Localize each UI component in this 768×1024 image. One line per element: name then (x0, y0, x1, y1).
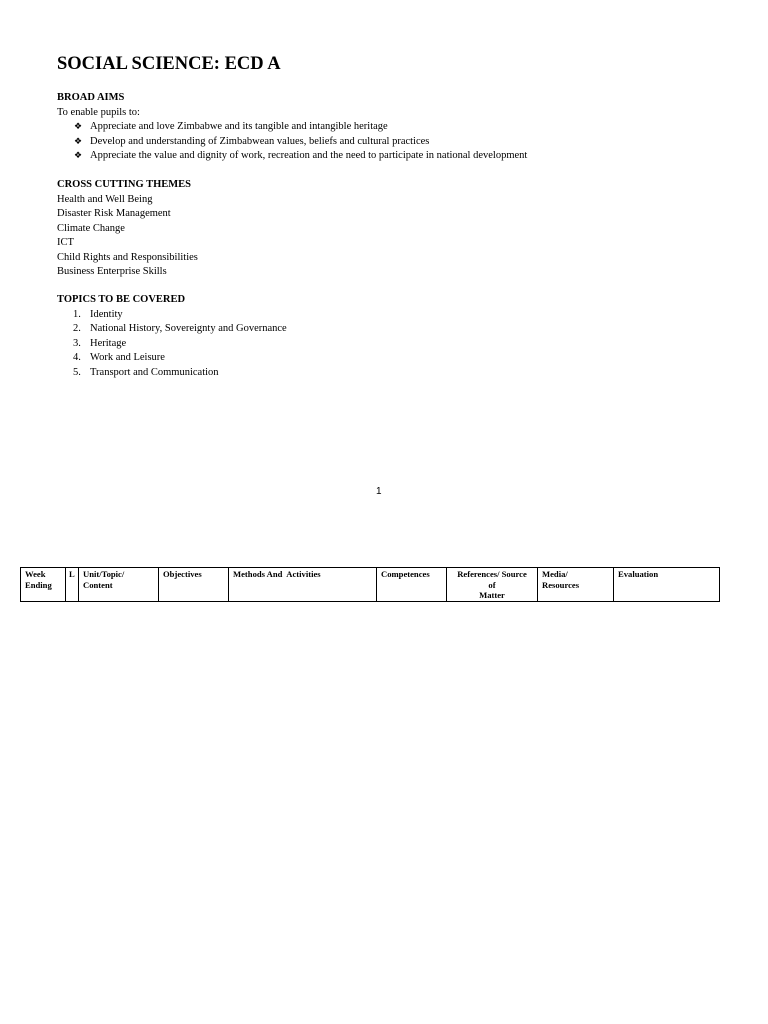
list-item-text: Identity (90, 308, 123, 320)
list-number: 5. (73, 366, 81, 378)
list-item (57, 337, 287, 352)
list-item-text: Appreciate and love Zimbabwe and its tangible and intangible heritage (90, 121, 388, 132)
col-header-media-resources (538, 568, 614, 602)
list-item-text: Develop and understanding of Zimbabwean values, beliefs and cultural practices (90, 135, 430, 147)
header-text: of (488, 579, 496, 590)
header-text: Objectives (163, 569, 202, 579)
list-number: 3. (73, 337, 81, 349)
col-header-methods-and-activities (229, 568, 377, 602)
topics-list (57, 308, 287, 381)
broad-aims-section (57, 91, 527, 164)
broad-aims-heading: BROAD AIMS (57, 92, 125, 103)
col-header-week-ending (21, 568, 66, 602)
theme-item: Health and Well Being (57, 193, 153, 205)
col-header-references-source-of-matter (447, 568, 538, 602)
list-item (57, 149, 527, 164)
header-text: L (69, 569, 75, 579)
list-item-text: Appreciate the value and dignity of work, recreation and the need to participate in national development (90, 150, 528, 161)
theme-item: Business Enterprise Skills (57, 266, 167, 277)
list-number: 2. (73, 323, 81, 334)
list-item (57, 135, 527, 150)
list-item (57, 366, 287, 381)
list-item (57, 120, 527, 135)
header-text: Evaluation (618, 569, 659, 579)
list-number: 4. (73, 352, 81, 363)
page-title: SOCIAL SCIENCE: ECD A (57, 54, 281, 74)
header-text: References/ Source (457, 569, 527, 579)
theme-item: Disaster Risk Management (57, 208, 171, 219)
table-header-row (21, 568, 720, 602)
theme-item: Climate Change (57, 222, 125, 234)
header-text: Ending (25, 579, 52, 590)
topics-heading: TOPICS TO BE COVERED (57, 294, 186, 305)
header-text: Matter (479, 590, 505, 600)
list-item (57, 308, 287, 323)
header-text: Methods And Activities (233, 569, 321, 579)
cross-cutting-themes-heading: CROSS CUTTING THEMES (57, 179, 192, 190)
header-text: Media/ (542, 569, 568, 579)
theme-item: Child Rights and Responsibilities (57, 251, 198, 263)
col-header-evaluation (614, 568, 720, 602)
list-number: 1. (73, 308, 81, 320)
list-item-text: Heritage (90, 337, 127, 349)
col-header-competences (377, 568, 447, 602)
list-item-text: National History, Sovereignty and Governance (90, 323, 287, 334)
header-text: Content (83, 579, 113, 590)
list-item-text: Transport and Communication (90, 366, 219, 378)
list-item-text: Work and Leisure (90, 352, 165, 363)
scheme-of-work-table (20, 567, 720, 602)
header-text: Competences (381, 569, 430, 579)
col-header-lesson (66, 568, 79, 602)
broad-aims-intro: To enable pupils to: (57, 106, 140, 118)
header-text: Resources (542, 579, 580, 590)
diamond-bullet-icon: ❖ (74, 136, 83, 147)
diamond-bullet-icon: ❖ (74, 151, 83, 161)
page-number: 1 (376, 486, 382, 497)
broad-aims-list (57, 120, 527, 164)
col-header-objectives (159, 568, 229, 602)
cross-cutting-themes-section (57, 178, 198, 280)
diamond-bullet-icon: ❖ (74, 122, 83, 132)
list-item (57, 351, 287, 366)
list-item (57, 322, 287, 337)
header-text: Week (25, 569, 46, 579)
theme-item: ICT (57, 237, 74, 248)
topics-section (57, 293, 287, 380)
header-text: Unit/Topic/ (83, 569, 125, 579)
col-header-unit-topic-content (79, 568, 159, 602)
